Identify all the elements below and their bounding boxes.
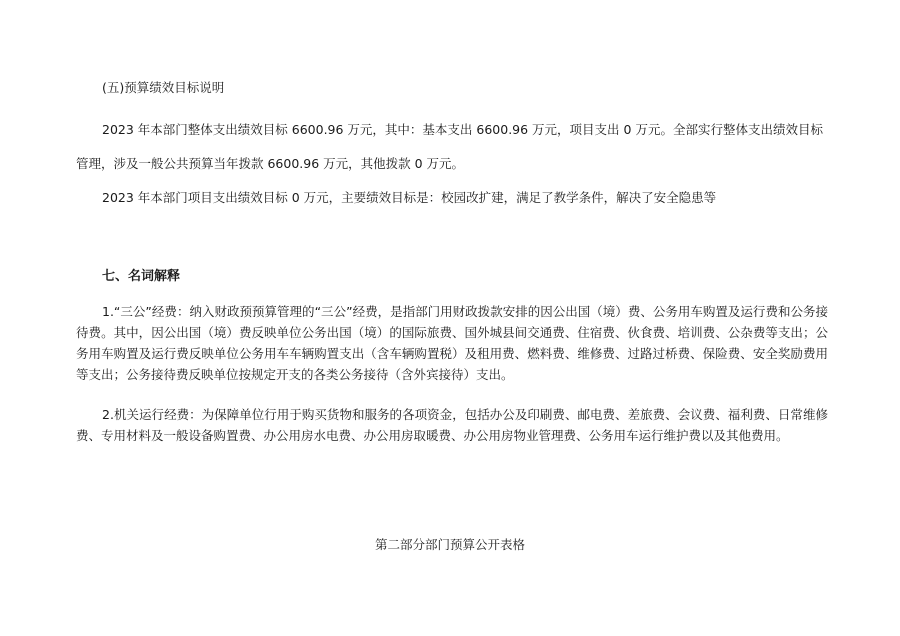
section-5-line-2: 管理，涉及一般公共预算当年拨款 6600.96 万元，其他拨款 0 万元。 — [76, 156, 465, 171]
section-5-line-1: 2023 年本部门整体支出绩效目标 6600.96 万元，其中：基本支出 6600.96 万元，项目支出 0 万元。全部实行整体支出绩效目标 — [102, 122, 823, 137]
section-5-line-3: 2023 年本部门项目支出绩效目标 0 万元，主要绩效目标是：校园改扩建，满足了教学条件，解决了安全隐患等 — [102, 190, 717, 205]
definition-three-public-expenses: 1.“三公”经费：纳入财政预预算管理的“三公”经费，是指部门用财政拨款安排的因公出国（境）费、公务用车购置及运行费和公务接待费。其中，因公出国（境）费反映单位公务出国（境）的国际旅费、国外城县间交通费、住宿费、伙食费、培训费、公杂费等支出；公务用车购置及运行费反映单位公务用车车辆购置支出（含车辆购置税）及租用费、燃料费、维修费、过路过桥费、保险费、安全奖励费用等支出；公务接待费反映单位按规定开支的各类公务接待（含外宾接待）支出。 — [76, 304, 828, 382]
definition-agency-operating-expenses: 2.机关运行经费：为保障单位行用于购买货物和服务的各项资金，包括办公及印刷费、邮电费、差旅费、会议费、福利费、日常维修费、专用材料及一般设备购置费、办公用房水电费、办公用房取暖费、办公用房物业管理费、公务用车运行维护费以及其他费用。 — [76, 407, 828, 443]
section-5-title: (五)预算绩效目标说明 — [102, 80, 225, 95]
part-two-heading: 第二部分部门预算公开表格 — [374, 537, 525, 552]
section-7-title: 七、名词解释 — [102, 269, 181, 284]
